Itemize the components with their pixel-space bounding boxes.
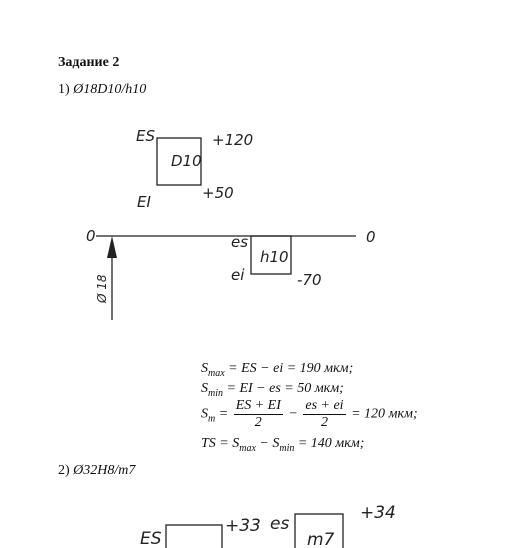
formula-smax: $S_{max}$ = ES − ei = 190 мкм; [201,361,354,379]
es-upper-label-2: ES [140,529,162,548]
shaft-upper-deviation-2: +34 [360,503,396,523]
zero-label-left: 0 [86,227,96,245]
task1-fit: Ø18D10/h10 [73,82,147,97]
shaft-lower-deviation: -70 [297,271,322,289]
formula-ts: TS = $S_{max} - S_{min} = 140$ мкм; [201,436,365,454]
formula-sm: $S_m$ = $\frac{ES + EI}{2}$ − $\frac{es + ei}{2}$ = 120 мкм; [201,398,418,430]
shaft-es-label-2: es [270,514,290,534]
hole-field-box-2 [166,525,222,548]
hole-lower-deviation: +50 [202,184,234,202]
ei-lower-label: EI [137,193,151,211]
fraction-2: $\frac{es + ei}{2}$ [305,398,344,430]
formula-smin: $S_{min}$ = EI − es = 50 мкм; [201,381,344,399]
hole-upper-deviation: +120 [212,131,254,149]
shaft-ei-label: ei [231,266,245,284]
zero-label-right: 0 [366,228,376,246]
fraction-1: $\frac{ES + EI}{2}$ [235,398,281,430]
hole-upper-deviation-2: +33 [225,516,261,536]
es-upper-label: ES [136,127,155,145]
shaft-es-label: es [231,233,249,251]
task2-number: 2) [58,463,70,478]
task2-fit: Ø32H8/m7 [73,463,136,478]
shaft-box-label: h10 [260,248,289,266]
diameter-label: Ø 18 [95,274,109,303]
task-heading: Задание 2 [58,55,120,70]
task1-number: 1) [58,82,70,97]
shaft-box-label-2: m7 [307,530,335,548]
hole-box-label: D10 [171,152,202,170]
